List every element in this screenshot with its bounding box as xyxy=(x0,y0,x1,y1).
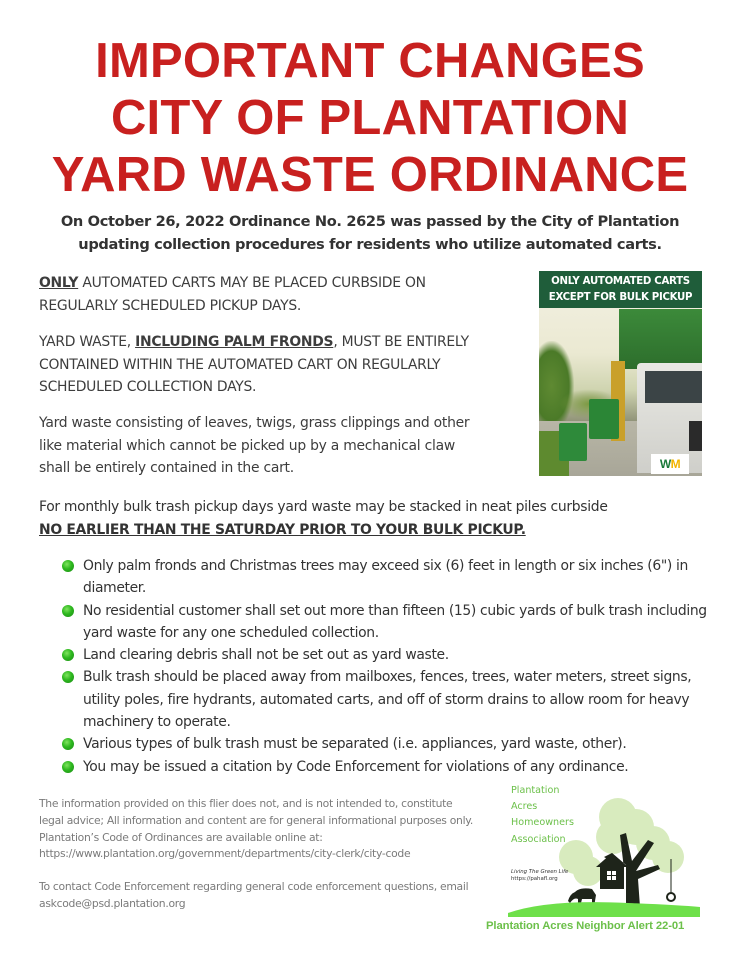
paragraph-text: YARD WASTE, xyxy=(39,334,136,350)
green-bullet-icon xyxy=(62,761,74,773)
paragraph-only-carts xyxy=(39,272,519,317)
paragraph-text: , MUST BE ENTIRELY xyxy=(333,334,469,350)
neighbor-alert-label: Plantation Acres Neighbor Alert 22-01 xyxy=(486,920,685,932)
list-item xyxy=(62,555,712,600)
green-bullet-icon xyxy=(62,605,74,617)
rule-text: Land clearing debris shall not be set out as yard waste. xyxy=(83,647,449,664)
wm-logo xyxy=(651,454,689,474)
wm-logo-m: M xyxy=(670,457,681,471)
contact-info xyxy=(39,879,509,913)
green-bullet-icon xyxy=(62,671,74,683)
headline-line-1: IMPORTANT CHANGES xyxy=(95,34,645,88)
list-item xyxy=(62,733,712,755)
rule-text: Only palm fronds and Christmas trees may exceed six (6) feet in length or six inches (6") in diameter. xyxy=(83,558,688,597)
list-item xyxy=(62,644,712,666)
banner-line-2: EXCEPT FOR BULK PICKUP xyxy=(548,292,693,303)
list-item xyxy=(62,666,712,733)
rule-text: You may be issued a citation by Code Enforcement for violations of any ordinance. xyxy=(83,758,629,775)
green-bullet-icon xyxy=(62,738,74,750)
paragraph-text: like material which cannot be picked up by a mechanical claw xyxy=(39,437,455,454)
banner-line-1: ONLY AUTOMATED CARTS xyxy=(551,276,690,287)
paragraph-text: SCHEDULED COLLECTION DAYS. xyxy=(39,379,257,395)
rule-text: No residential customer shall set out more than fifteen (15) cubic yards of bulk trash including yard waste for any one scheduled collection. xyxy=(83,602,707,641)
emphasis-only: ONLY xyxy=(39,275,79,291)
truck-body xyxy=(619,309,702,369)
paragraph-text: AUTOMATED CARTS MAY BE PLACED CURBSIDE ON xyxy=(78,275,426,291)
photo-banner xyxy=(539,271,702,308)
paragraph-palm-fronds xyxy=(39,331,519,399)
automated-cart xyxy=(559,423,587,461)
rule-text: Various types of bulk trash must be separated (i.e. appliances, yard waste, other). xyxy=(83,736,627,753)
truck-grill xyxy=(689,421,702,451)
hoa-name-line: Association xyxy=(511,833,566,845)
paragraph-text: Yard waste consisting of leaves, twigs, grass clippings and other xyxy=(39,415,470,431)
hoa-url[interactable]: https://pahafl.org xyxy=(511,876,558,882)
green-bullet-icon xyxy=(62,649,74,661)
contact-line: To contact Code Enforcement regarding general code enforcement questions, email xyxy=(39,880,469,893)
hoa-name-line: Plantation xyxy=(511,785,560,796)
emphasis-palm-fronds: INCLUDING PALM FRONDS xyxy=(135,334,334,350)
intro-text xyxy=(0,210,740,256)
list-item xyxy=(62,600,712,645)
disclaimer-line: legal advice; All information and content are for general informational purposes only. xyxy=(39,813,473,827)
wm-logo-w: W xyxy=(659,457,671,471)
disclaimer xyxy=(39,796,509,863)
automated-cart xyxy=(589,399,619,439)
green-bullet-icon xyxy=(62,560,74,572)
intro-line-2: updating collection procedures for residents who utilize automated carts. xyxy=(78,236,662,253)
headline-line-2: CITY OF PLANTATION xyxy=(110,91,630,145)
hoa-name-line: Acres xyxy=(511,801,538,813)
hoa-tagline xyxy=(511,869,601,883)
paragraph-yard-waste xyxy=(39,412,519,480)
contact-email[interactable]: askcode@psd.plantation.org xyxy=(39,896,186,910)
paragraph-text: shall be entirely contained in the cart. xyxy=(39,460,294,476)
bulk-note-line-1: For monthly bulk trash pickup days yard waste may be stacked in neat piles curbside xyxy=(39,499,608,515)
hoa-name-line: Homeowners xyxy=(511,817,574,829)
list-item xyxy=(62,756,712,778)
city-code-link[interactable]: https://www.plantation.org/government/departments/city-clerk/city-code xyxy=(39,847,411,861)
tagline-text: Living The Green Life xyxy=(511,869,569,875)
truck-window xyxy=(645,371,702,403)
bulk-pickup-note xyxy=(39,496,719,541)
headline-line-3: YARD WASTE ORDINANCE xyxy=(51,148,689,202)
paragraph-text: CONTAINED WITHIN THE AUTOMATED CART ON REGULARLY xyxy=(39,356,441,373)
intro-line-1: On October 26, 2022 Ordinance No. 2625 was passed by the City of Plantation xyxy=(60,213,680,230)
bulk-note-emphasis: NO EARLIER THAN THE SATURDAY PRIOR TO YOUR BULK PICKUP. xyxy=(39,521,526,538)
disclaimer-line: The information provided on this flier does not, and is not intended to, constitute xyxy=(39,797,453,810)
garbage-truck-photo xyxy=(539,271,702,476)
rule-text: Bulk trash should be placed away from mailboxes, fences, trees, water meters, street signs, utility poles, fire hydrants, automated carts, and off of storm drains to allow room for heavy machinery to operate. xyxy=(83,669,692,731)
hoa-name xyxy=(511,783,611,848)
disclaimer-line: Plantation’s Code of Ordinances are available online at: xyxy=(39,830,323,844)
paragraph-text: REGULARLY SCHEDULED PICKUP DAYS. xyxy=(39,297,302,314)
rules-list xyxy=(62,555,712,778)
